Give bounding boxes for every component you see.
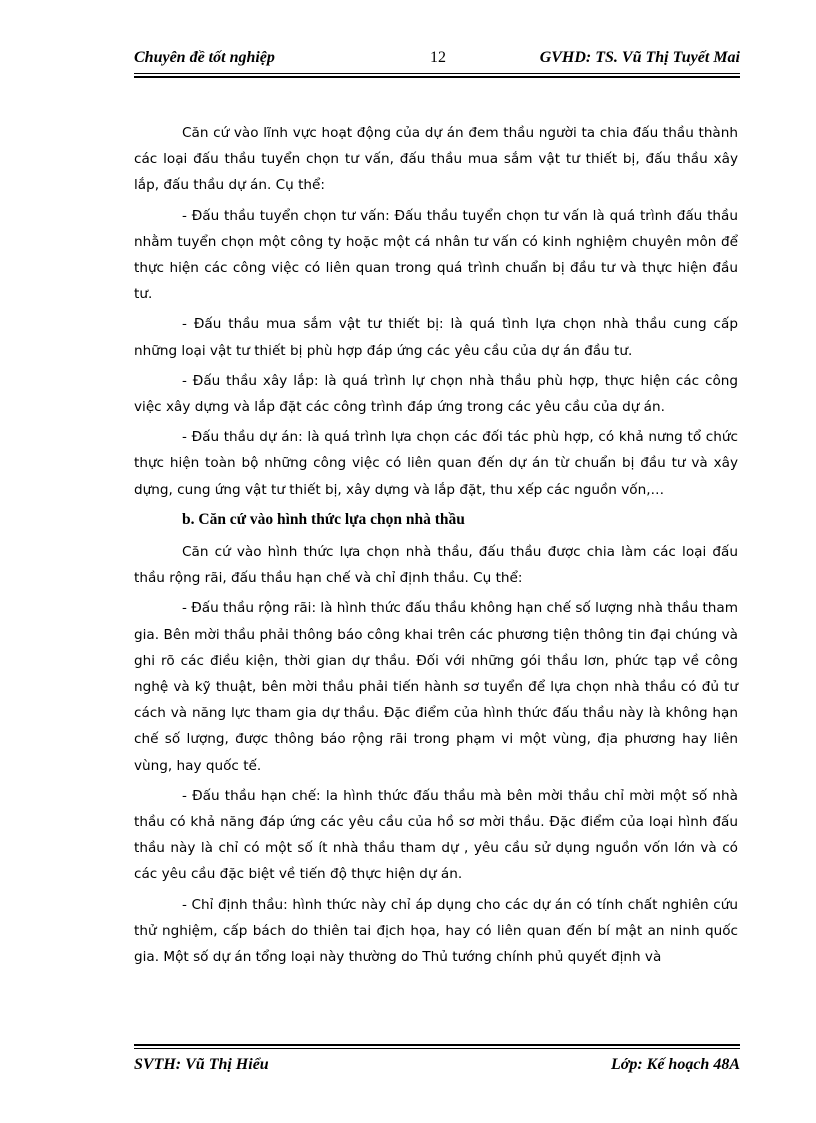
paragraph: Căn cứ vào hình thức lựa chọn nhà thầu, đấu thầu được chia làm các loại đấu thầu rộng rãi, đấu thầu hạn chế và chỉ định thầu. Cụ thể: (134, 544, 738, 587)
header-divider (134, 73, 740, 74)
footer-student: SVTH: Vũ Thị Hiểu (134, 1056, 269, 1073)
paragraph: - Đấu thầu xây lắp: là quá trình lự chọn nhà thầu phù hợp, thực hiện các công việc xây dựng và lắp đặt các công trình đáp ứng trong các yêu cầu của dự án. (134, 372, 738, 416)
paragraph: - Đấu thầu rộng rãi: là hình thức đấu thầu không hạn chế số lượng nhà thầu tham gia. Bên mời thầu phải thông báo công khai trên các phương tiện thông tin đại chúng và ghi rõ các điều kiện, thời gian dự thầu. Đối với những gói thầu lơn, phức tạp về công nghệ và kỹ thuật, bên mời thầu phải tiến hành sơ tuyển để lựa chọn nhà thầu có đủ tư cách và năng lực tham gia dự thầu. Đặc điểm của hình thức đấu thầu này là không hạn chế số lượng, được thông báo rộng rãi trong phạm vi một vùng, địa phương hay liên vùng, hay quốc tế. (134, 600, 738, 774)
header-supervisor: GVHD: TS. Vũ Thị Tuyết Mai (539, 49, 740, 66)
paragraph: - Chỉ định thầu: hình thức này chỉ áp dụng cho các dự án có tính chất nghiên cứu thử nghiệm, cấp bách do thiên tai địch họa, hay có liên quan đến bí mật an ninh quốc gia. Một số dự án tổng loại này thường do Thủ tướng chính phủ quyết định và (134, 896, 738, 966)
header-divider-thick (134, 76, 740, 78)
footer-class: Lớp: Kế hoạch 48A (610, 1056, 740, 1073)
page-footer (134, 1054, 740, 1078)
paragraph: - Đấu thầu tuyển chọn tư vấn: Đấu thầu tuyển chọn tư vấn là quá trình đấu thầu nhằm tuyển chọn một công ty hoặc một cá nhân tư vấn có kinh nghiệm chuyên môn để thực hiện các công việc có liên quan trong quá trình chuẩn bị đầu tư và thực hiện đầu tư. (134, 207, 738, 303)
page-header (134, 47, 740, 71)
paragraph: - Đấu thầu dự án: là quá trình lựa chọn các đối tác phù hợp, có khả nưng tổ chức thực hiện toàn bộ những công việc có liên quan đến dự án từ chuẩn bị đầu tư và xây dựng, cung ứng vật tư thiết bị, xây dựng và lắp đặt, thu xếp các nguồn vốn,… (134, 429, 738, 498)
section-heading: b. Căn cứ vào hình thức lựa chọn nhà thầu (182, 510, 465, 528)
document-body (134, 120, 738, 970)
header-thesis-title: Chuyên đề tốt nghiệp (134, 49, 275, 66)
page-number: 12 (430, 49, 446, 66)
footer-divider-thick (134, 1044, 740, 1046)
paragraph: - Đấu thầu mua sắm vật tư thiết bị: là quá tình lựa chọn nhà thầu cung cấp những loại vật tư thiết bị phù hợp đáp ứng các yêu cầu của dự án đầu tư. (134, 316, 738, 359)
paragraph: - Đấu thầu hạn chế: la hình thức đấu thầu mà bên mời thầu chỉ mời một số nhà thầu có khả năng đáp ứng các yêu cầu của hồ sơ mời thầu. Đặc điểm của loại hình đấu thầu này là chỉ có một số ít nhà thầu tham dự , yêu cầu sử dụng nguồn vốn lớn và có các yêu cầu đặc biệt về tiến độ thực hiện dự án. (134, 787, 738, 883)
paragraph: Căn cứ vào lĩnh vực hoạt động của dự án đem thầu người ta chia đấu thầu thành các loại đấu thầu tuyển chọn tư vấn, đấu thầu mua sắm vật tư thiết bị, đấu thầu xây lắp, đấu thầu dự án. Cụ thể: (134, 125, 738, 194)
footer-divider (134, 1048, 740, 1049)
